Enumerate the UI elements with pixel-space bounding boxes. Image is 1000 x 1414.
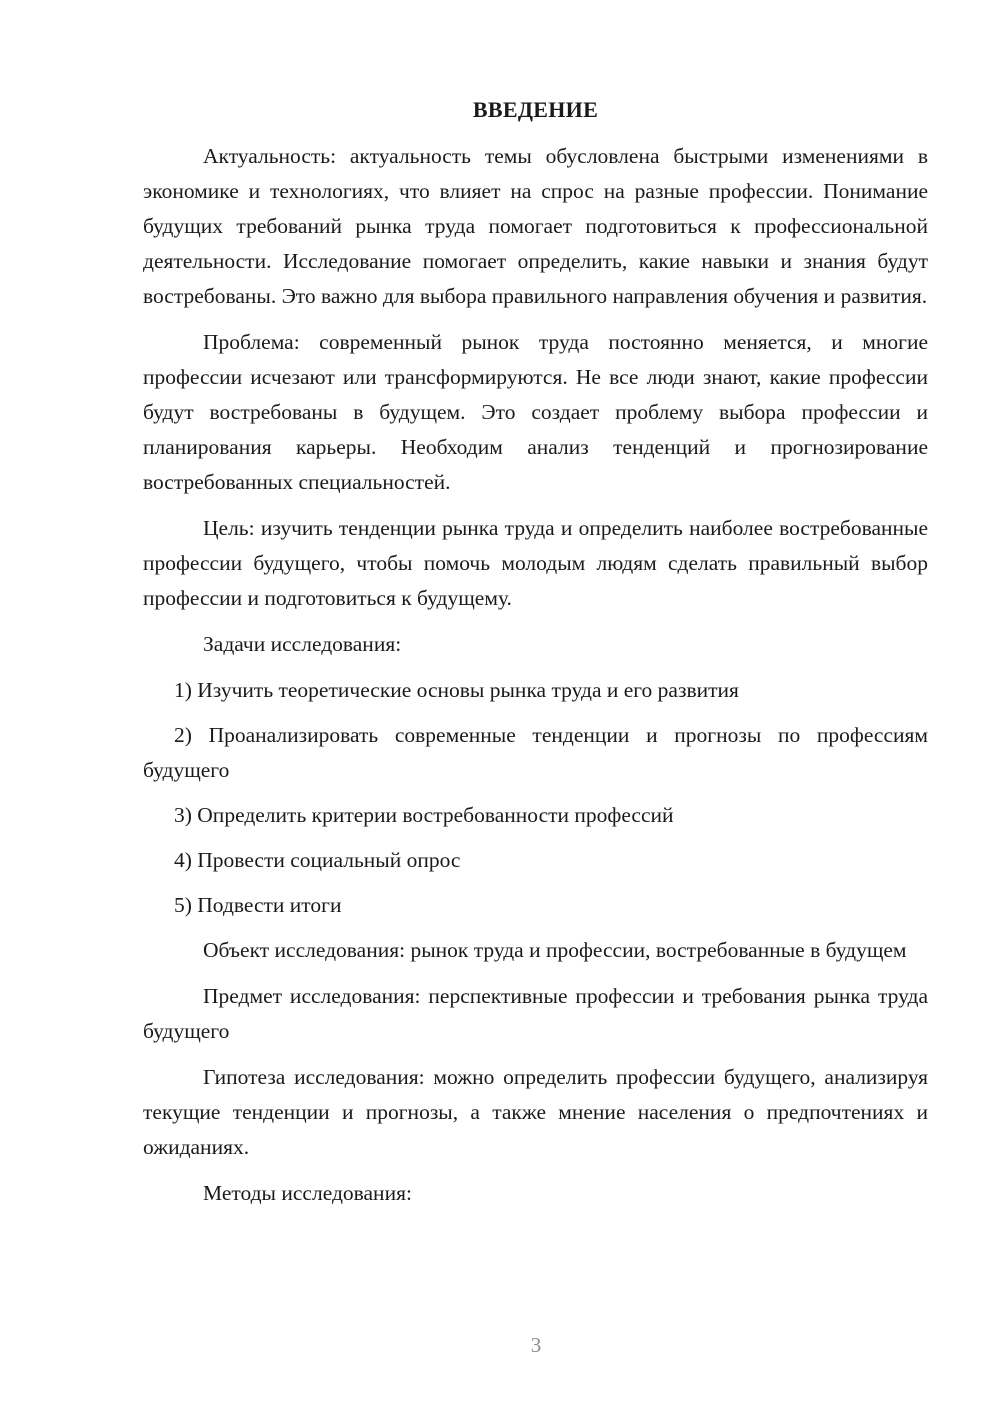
section-title: ВВЕДЕНИЕ [472, 97, 599, 122]
methods-heading: Методы исследования: [203, 1181, 412, 1205]
document-page [143, 95, 928, 1222]
list-item: 3) Определить критерии востребованности профессий [174, 803, 674, 827]
paragraph-hypothesis: Гипотеза исследования: можно определить профессии будущего, анализируя текущие тенденции и прогнозы, а также мнение населения о предпочтениях и ожиданиях. [143, 1065, 928, 1159]
paragraph-problem: Проблема: современный рынок труда постоянно меняется, и многие профессии исчезают или трансформируются. Не все люди знают, какие профессии будут востребованы в будущем. Это создает проблему выбора профессии и планирования карьеры. Необходим анализ тенденций и прогнозирование востребованных специальностей. [143, 330, 928, 494]
paragraph-object: Объект исследования: рынок труда и профессии, востребованные в будущем [203, 938, 907, 962]
list-item: 1) Изучить теоретические основы рынка труда и его развития [174, 678, 739, 702]
paragraph-relevance: Актуальность: актуальность темы обусловлена быстрыми изменениями в экономике и технологиях, что влияет на спрос на разные профессии. Понимание будущих требований рынка труда помогает подготовиться к профессиональной деятельности. Исследование помогает определить, какие навыки и знания будут востребованы. Это важно для выбора правильного направления обучения и развития. [143, 144, 928, 308]
tasks-list [143, 673, 928, 923]
list-item: 5) Подвести итоги [174, 893, 342, 917]
paragraph-subject: Предмет исследования: перспективные профессии и требования рынка труда будущего [143, 984, 928, 1043]
list-item: 2) Проанализировать современные тенденции и прогнозы по профессиям будущего [143, 723, 928, 782]
tasks-heading: Задачи исследования: [203, 632, 402, 656]
paragraph-goal: Цель: изучить тенденции рынка труда и определить наиболее востребованные профессии будущего, чтобы помочь молодым людям сделать правильный выбор профессии и подготовиться к будущему. [143, 516, 928, 610]
page-number: 3 [530, 1333, 542, 1357]
list-item: 4) Провести социальный опрос [174, 848, 461, 872]
